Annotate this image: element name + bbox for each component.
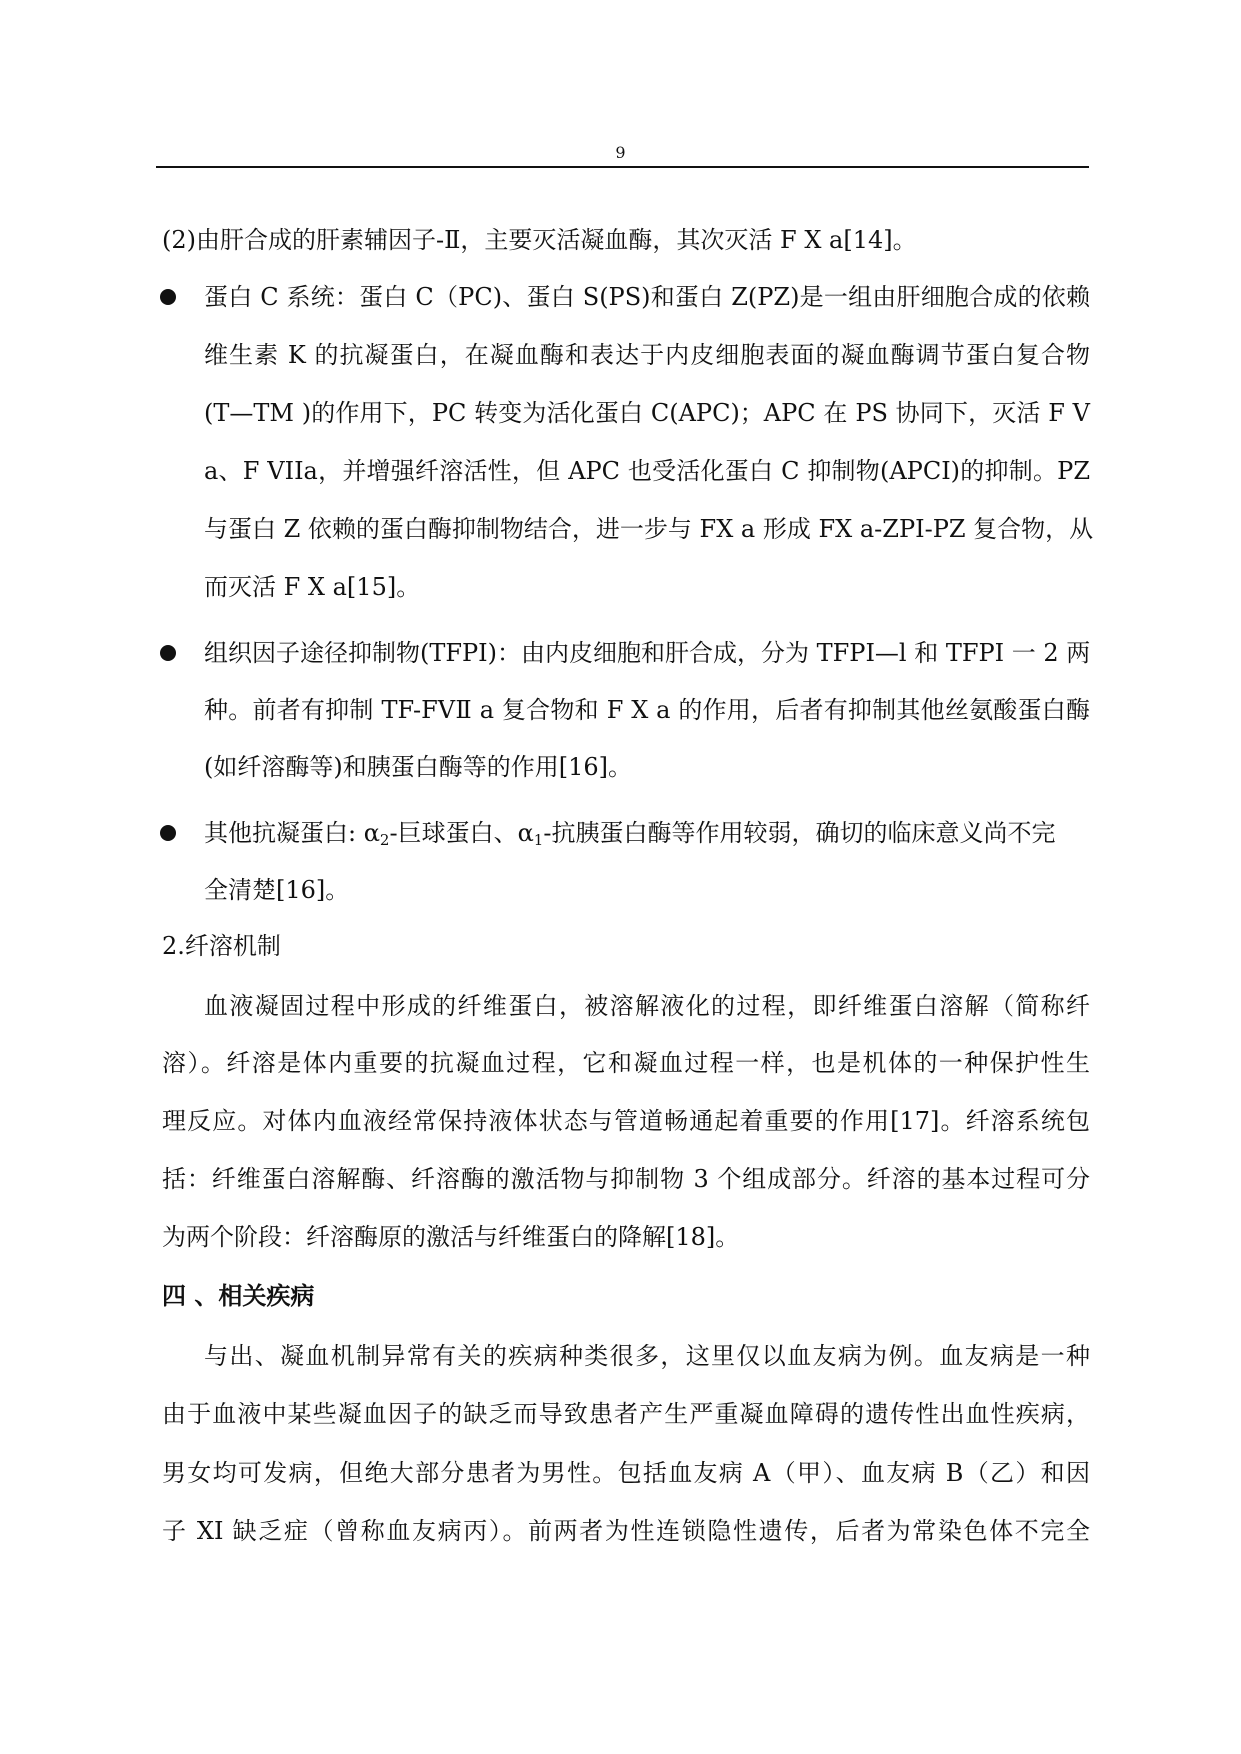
text-line — [204, 817, 1090, 849]
text-line: 全清楚[16]。 — [204, 876, 350, 904]
text-line: 血液凝固过程中形成的纤维蛋白，被溶解液化的过程，即纤维蛋白溶解（简称纤 — [204, 992, 1090, 1020]
text-line: 与蛋白 Z 依赖的蛋白酶抑制物结合，进一步与 FX a 形成 FX a-ZPI-PZ 复合物，从 — [204, 515, 1094, 543]
text-line: 维生素 K 的抗凝蛋白，在凝血酶和表达于内皮细胞表面的凝血酶调节蛋白复合物 — [204, 341, 1090, 369]
page-number: 9 — [615, 143, 626, 162]
bullet-dot — [160, 825, 176, 841]
text-line: 子 XI 缺乏症（曾称血友病丙）。前两者为性连锁隐性遗传，后者为常染色体不完全 — [162, 1517, 1090, 1545]
text-line: 溶）。纤溶是体内重要的抗凝血过程，它和凝血过程一样，也是机体的一种保护性生 — [162, 1049, 1090, 1077]
text-line: 种。前者有抑制 TF-FVⅡ a 复合物和 F X a 的作用，后者有抑制其他丝氨酸蛋白酶 — [204, 696, 1090, 724]
subscript: 2 — [379, 831, 390, 849]
section-heading-fibrinolysis: 2.纤溶机制 — [162, 932, 281, 960]
text-line: (T—TM )的作用下，PC 转变为活化蛋白 C(APC)；APC 在 PS 协同下，灭活 F V — [204, 399, 1090, 427]
subscript: 1 — [533, 831, 544, 849]
section-heading-related-diseases: 四 、相关疾病 — [162, 1281, 315, 1310]
text-line: 括：纤维蛋白溶解酶、纤溶酶的激活物与抑制物 3 个组成部分。纤溶的基本过程可分 — [162, 1165, 1090, 1193]
bullet-dot — [160, 645, 176, 661]
text-segment: 其他抗凝蛋白: α — [204, 819, 380, 847]
text-line: (如纤溶酶等)和胰蛋白酶等的作用[16]。 — [204, 753, 632, 781]
paragraph-heparin-cofactor: (2)由肝合成的肝素辅因子-Ⅱ，主要灭活凝血酶，其次灭活 F X a[14]。 — [162, 226, 917, 254]
text-line: 男女均可发病，但绝大部分患者为男性。包括血友病 A（甲）、血友病 B（乙）和因 — [162, 1459, 1090, 1487]
text-segment: -巨球蛋白、α — [389, 819, 534, 847]
text-line: 蛋白 C 系统：蛋白 C（PC)、蛋白 S(PS)和蛋白 Z(PZ)是一组由肝细胞合成的依赖 — [204, 283, 1090, 311]
text-line: 理反应。对体内血液经常保持液体状态与管道畅通起着重要的作用[17]。纤溶系统包 — [162, 1107, 1090, 1135]
text-segment: -抗胰蛋白酶等作用较弱，确切的临床意义尚不完 — [543, 819, 1056, 847]
text-line: 由于血液中某些凝血因子的缺乏而导致患者产生严重凝血障碍的遗传性出血性疾病， — [162, 1400, 1090, 1428]
text-line: a、F VIIa，并增强纤溶活性，但 APC 也受活化蛋白 C 抑制物(APCI)的抑制。PZ — [204, 457, 1090, 485]
bullet-dot — [160, 289, 176, 305]
text-line: 而灭活 F X a[15]。 — [204, 573, 421, 601]
text-line: 组织因子途径抑制物(TFPI)：由内皮细胞和肝合成，分为 TFPI—l 和 TFPI 一 2 两 — [204, 639, 1091, 667]
text-line: 为两个阶段：纤溶酶原的激活与纤维蛋白的降解[18]。 — [162, 1223, 740, 1251]
text-line: 与出、凝血机制异常有关的疾病种类很多，这里仅以血友病为例。血友病是一种 — [204, 1342, 1090, 1370]
header-rule — [156, 166, 1089, 168]
